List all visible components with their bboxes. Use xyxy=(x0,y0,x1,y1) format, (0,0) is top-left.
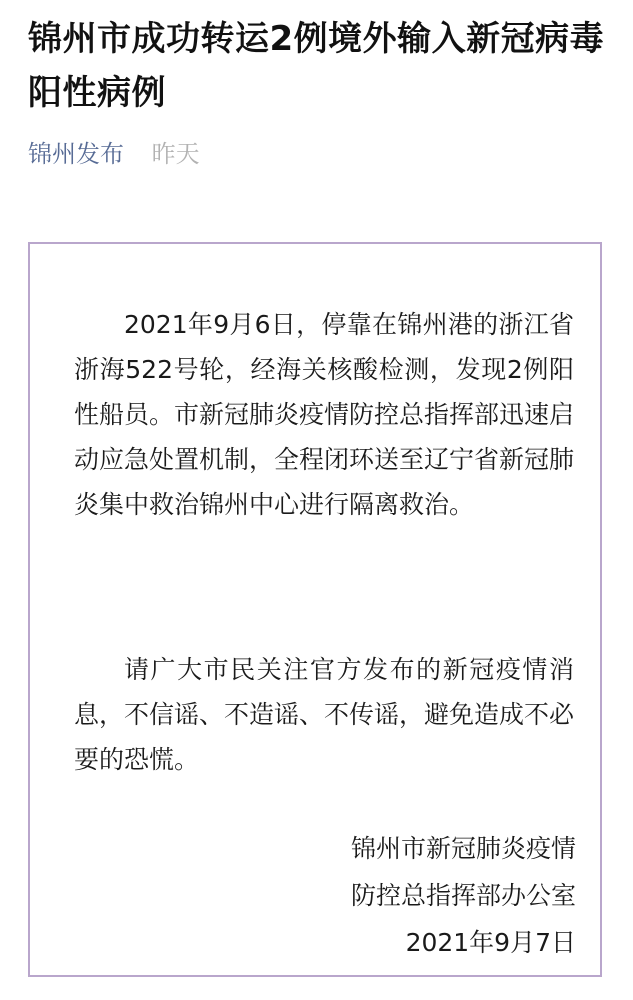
signature-date: 2021年9月7日 xyxy=(405,928,576,957)
article-meta xyxy=(28,134,200,174)
notice-paragraph-2: 请广大市民关注官方发布的新冠疫情消息，不信谣、不造谣、不传谣，避免造成不必要的恐慌。 xyxy=(74,655,575,774)
signature-organization-line-1: 锦州市新冠肺炎疫情 xyxy=(350,834,576,863)
notice-paragraph-1: 2021年9月6日，停靠在锦州港的浙江省浙海522号轮，经海关核酸检测，发现2例阳性船员。市新冠肺炎疫情防控总指挥部迅速启动应急处置机制，全程闭环送至辽宁省新冠肺炎集中救治锦州中心进行隔离救治。 xyxy=(74,310,575,519)
signature-organization-line-2: 防控总指挥部办公室 xyxy=(350,881,576,910)
publish-time: 昨天 xyxy=(151,140,200,168)
notice-frame xyxy=(28,242,602,977)
account-name-link[interactable]: 锦州发布 xyxy=(28,140,124,168)
article-title: 锦州市成功转运2例境外输入新冠病毒阳性病例 xyxy=(28,19,605,113)
